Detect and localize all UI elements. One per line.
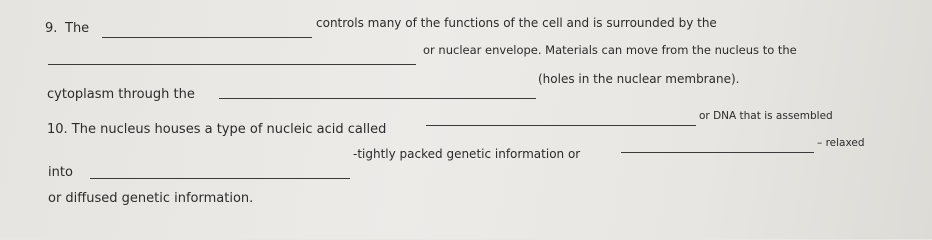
q10-blank-2[interactable] (90, 178, 350, 179)
q9-blank-3[interactable] (219, 98, 536, 99)
q9-line3-lead: cytoplasm through the (47, 87, 195, 102)
q9-line1-text: controls many of the functions of the cell and is surrounded by the (316, 16, 717, 30)
q10-line2-mid: -tightly packed genetic information or (353, 147, 581, 161)
q10-line1-text: or DNA that is assembled (699, 110, 833, 122)
q9-line2-text: or nuclear envelope. Materials can move from the nucleus to the (423, 43, 797, 57)
q10-line1-lead: 10. The nucleus houses a type of nucleic acid called (47, 122, 387, 137)
q9-blank-1[interactable] (102, 37, 312, 38)
q10-blank-3[interactable] (621, 152, 814, 153)
q10-line3: or diffused genetic information. (48, 191, 254, 206)
q10-line2-text: – relaxed (817, 137, 865, 149)
q9-blank-2[interactable] (48, 64, 416, 65)
question-9-number: 9. (45, 21, 58, 36)
q9-line3-text: (holes in the nuclear membrane). (538, 72, 740, 86)
question-9-lead: The (65, 21, 90, 36)
q10-blank-1[interactable] (426, 125, 696, 126)
q10-line2-lead: into (48, 165, 73, 180)
